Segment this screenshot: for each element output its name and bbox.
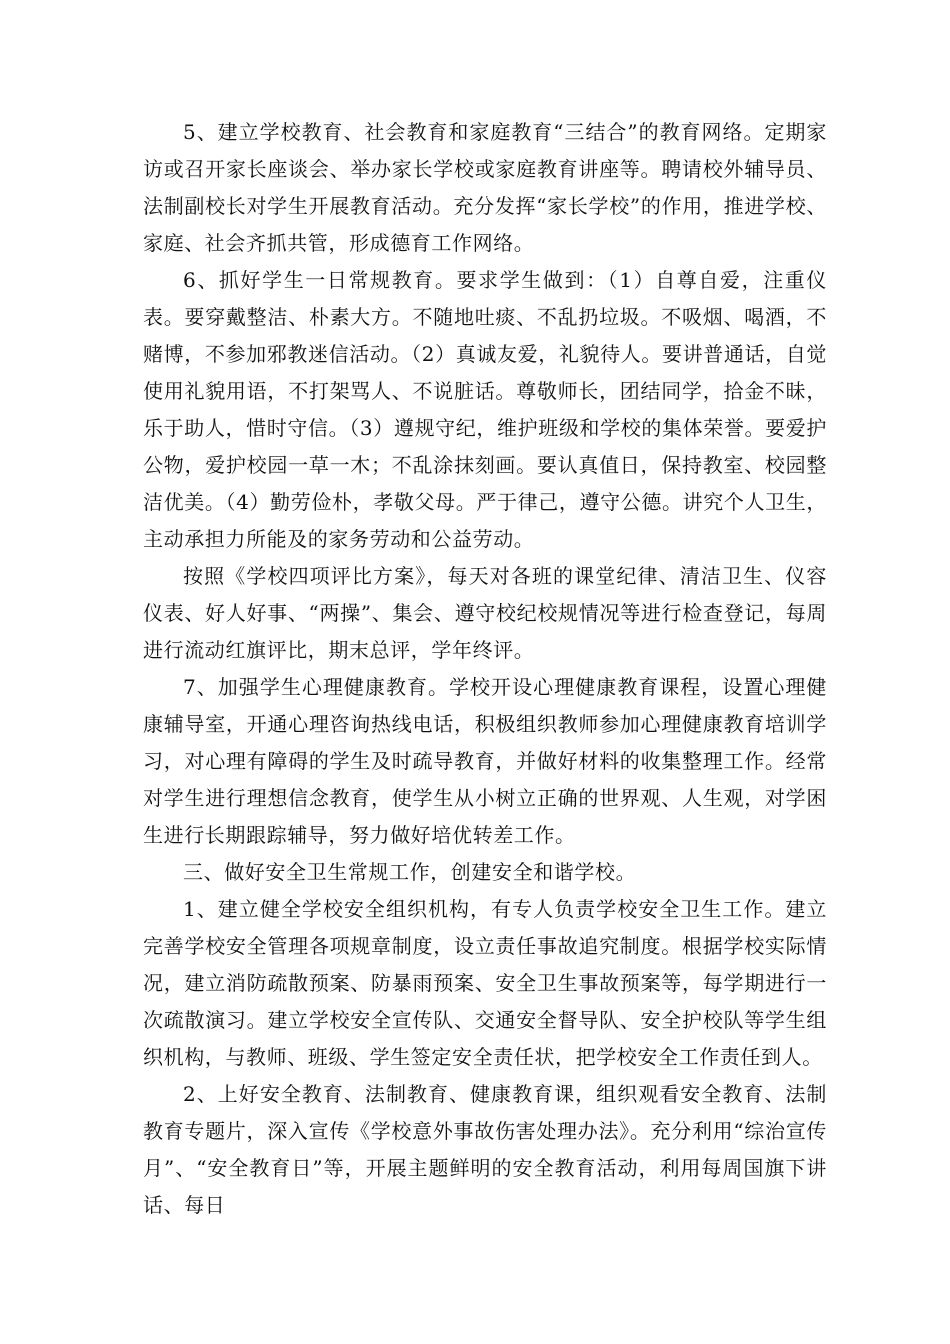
paragraph-home-school-network: 5、建立学校教育、社会教育和家庭教育“三结合”的教育网络。定期家访或召开家长座谈会、举办家长学校或家庭教育讲座等。聘请校外辅导员、法制副校长对学生开展教育活动。充分发挥“家长学校”的作用，推进学校、家庭、社会齐抓共管，形成德育工作网络。: [143, 120, 827, 255]
paragraph-four-item-evaluation: 按照《学校四项评比方案》，每天对各班的课堂纪律、清洁卫生、仪容仪表、好人好事、“两操”、集会、遵守校纪校规情况等进行检查登记，每周进行流动红旗评比，期末总评，学年终评。: [143, 564, 827, 662]
paragraph-safety-organization: 1、建立健全学校安全组织机构，有专人负责学校安全卫生工作。建立完善学校安全管理各项规章制度，设立责任事故追究制度。根据学校实际情况，建立消防疏散预案、防暴雨预案、安全卫生事故预案等，每学期进行一次疏散演习。建立学校安全宣传队、交通安全督导队、安全护校队等学生组织机构，与教师、班级、学生签定安全责任状，把学校安全工作责任到人。: [143, 897, 827, 1069]
section-heading-safety: 三、做好安全卫生常规工作，创建安全和谐学校。: [183, 860, 637, 884]
paragraph-safety-education: 2、上好安全教育、法制教育、健康教育课，组织观看安全教育、法制教育专题片，深入宣传《学校意外事故伤害处理办法》。充分利用“综治宣传月”、“安全教育日”等，开展主题鲜明的安全教育活动，利用每周国旗下讲话、每日: [143, 1082, 827, 1217]
paragraph-daily-routine-education: 6、抓好学生一日常规教育。要求学生做到：（1）自尊自爱，注重仪表。要穿戴整洁、朴素大方。不随地吐痰、不乱扔垃圾。不吸烟、喝酒，不赌博，不参加邪教迷信活动。（2）真诚友爱，礼貌待人。要讲普通话，自觉使用礼貌用语，不打架骂人、不说脏话。尊敬师长，团结同学，拾金不昧，乐于助人，惜时守信。（3）遵规守纪，维护班级和学校的集体荣誉。要爱护公物，爱护校园一草一木；不乱涂抹刻画。要认真值日，保持教室、校园整洁优美。（4）勤劳俭朴，孝敬父母。严于律己，遵守公德。讲究个人卫生，主动承担力所能及的家务劳动和公益劳动。: [143, 268, 827, 551]
paragraph-mental-health-education: 7、加强学生心理健康教育。学校开设心理健康教育课程，设置心理健康辅导室，开通心理咨询热线电话，积极组织教师参加心理健康教育培训学习，对心理有障碍的学生及时疏导教育，并做好材料的收集整理工作。经常对学生进行理想信念教育，使学生从小树立正确的世界观、人生观，对学困生进行长期跟踪辅导，努力做好培优转差工作。: [143, 675, 827, 847]
document-body: [143, 114, 827, 1224]
